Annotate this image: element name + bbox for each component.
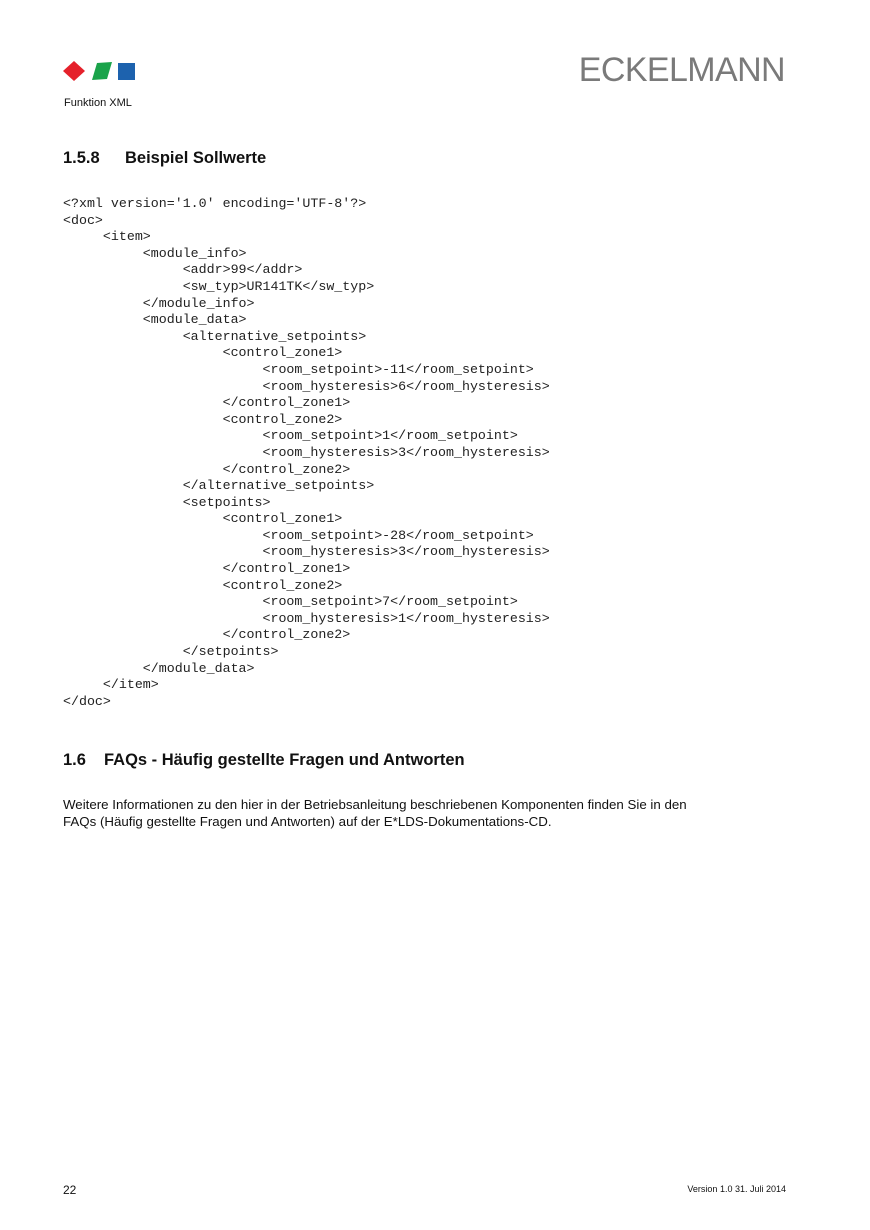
code-line: </control_zone2> — [63, 627, 351, 643]
logo-green-parallelogram — [92, 62, 112, 80]
code-line: </alternative_setpoints> — [63, 478, 375, 494]
code-line: <alternative_setpoints> — [63, 328, 367, 344]
code-line: </item> — [63, 677, 159, 693]
code-line: <setpoints> — [63, 494, 271, 510]
code-line: <item> — [63, 229, 151, 245]
code-line: <room_setpoint>-28</room_setpoint> — [63, 527, 534, 543]
section-title: Beispiel Sollwerte — [125, 149, 267, 167]
code-line: </control_zone2> — [63, 461, 351, 477]
header-subtitle: Funktion XML — [64, 97, 132, 109]
xml-code-block — [63, 196, 550, 710]
code-line: <control_zone2> — [63, 577, 343, 593]
brand-wordmark: ECKELMANN — [578, 51, 785, 89]
logo-blue-square — [118, 63, 135, 80]
section-heading-1-6 — [63, 750, 465, 770]
code-line: <room_setpoint>7</room_setpoint> — [63, 594, 518, 610]
code-line: <module_info> — [63, 245, 247, 261]
page-number: 22 — [63, 1183, 77, 1197]
code-line: <room_setpoint>1</room_setpoint> — [63, 428, 518, 444]
section-title: FAQs - Häufig gestellte Fragen und Antworten — [104, 751, 465, 769]
code-line: <room_hysteresis>1</room_hysteresis> — [63, 610, 550, 626]
paragraph-line: FAQs (Häufig gestellte Fragen und Antworten) auf der E*LDS-Dokumentations-CD. — [63, 813, 552, 829]
code-line: <control_zone1> — [63, 345, 343, 361]
code-line: </control_zone1> — [63, 561, 351, 577]
code-line: <control_zone1> — [63, 511, 343, 527]
code-line: <sw_typ>UR141TK</sw_typ> — [63, 278, 375, 294]
section-number: 1.5.8 — [63, 149, 100, 167]
code-line: </setpoints> — [63, 644, 279, 660]
paragraph-line: Weitere Informationen zu den hier in der Betriebsanleitung beschriebenen Komponenten finden Sie in den — [63, 797, 687, 812]
code-line: <module_data> — [63, 312, 247, 328]
code-line: <?xml version='1.0' encoding='UTF-8'?> — [63, 196, 367, 211]
code-line: </doc> — [63, 693, 111, 709]
code-line: <room_hysteresis>3</room_hysteresis> — [63, 444, 550, 460]
code-line: </control_zone1> — [63, 395, 351, 411]
code-line: <room_hysteresis>6</room_hysteresis> — [63, 378, 550, 394]
code-line: </module_data> — [63, 660, 255, 676]
eckelmann-logo-mark — [63, 60, 135, 82]
section-heading-1-5-8 — [63, 148, 266, 168]
logo-red-diamond — [63, 61, 85, 81]
code-line: <addr>99</addr> — [63, 262, 303, 278]
section-number: 1.6 — [63, 751, 86, 769]
faq-paragraph — [63, 797, 783, 830]
code-line: <doc> — [63, 212, 103, 228]
code-line: <control_zone2> — [63, 411, 343, 427]
code-line: <room_setpoint>-11</room_setpoint> — [63, 361, 534, 377]
code-line: <room_hysteresis>3</room_hysteresis> — [63, 544, 550, 560]
footer-version: Version 1.0 31. Juli 2014 — [687, 1184, 786, 1194]
code-line: </module_info> — [63, 295, 255, 311]
